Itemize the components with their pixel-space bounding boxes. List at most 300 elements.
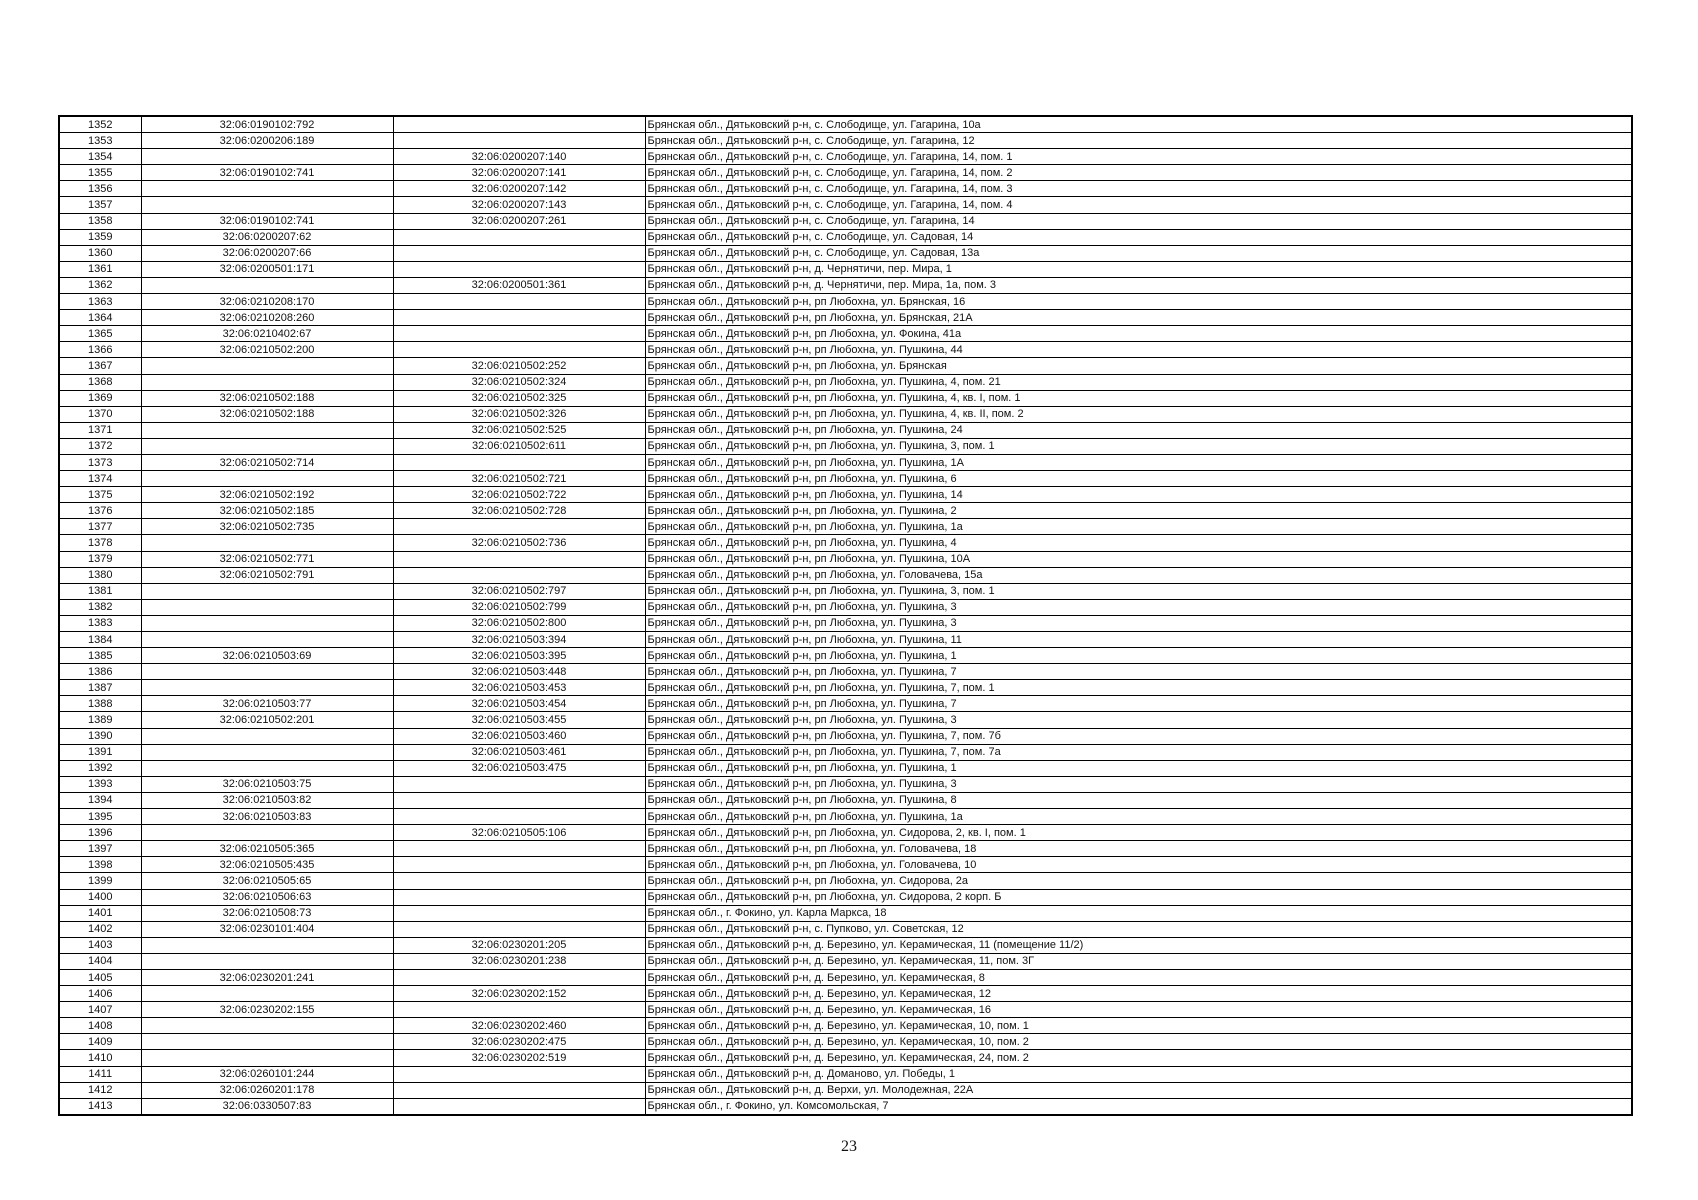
- table-row: [59, 712, 1632, 728]
- address-cell: Брянская обл., Дятьковский р-н, д. Березино, ул. Керамическая, 8: [645, 969, 1632, 985]
- table-row: [59, 535, 1632, 551]
- address-cell: Брянская обл., Дятьковский р-н, с. Слободище, ул. Садовая, 13а: [645, 245, 1632, 261]
- address-cell: Брянская обл., Дятьковский р-н, рп Любохна, ул. Пушкина, 6: [645, 471, 1632, 487]
- row-number-cell: 1384: [59, 632, 141, 648]
- address-cell: Брянская обл., Дятьковский р-н, рп Любохна, ул. Пушкина, 11: [645, 632, 1632, 648]
- row-number-cell: 1378: [59, 535, 141, 551]
- table-row: [59, 792, 1632, 808]
- row-number-cell: 1372: [59, 438, 141, 454]
- address-cell: Брянская обл., Дятьковский р-н, рп Любохна, ул. Пушкина, 7: [645, 696, 1632, 712]
- cadastral-number-object-cell: 32:06:0230202:519: [393, 1050, 645, 1066]
- cadastral-number-land-cell: [141, 277, 393, 293]
- row-number-cell: 1391: [59, 744, 141, 760]
- cadastral-number-object-cell: [393, 969, 645, 985]
- cadastral-number-object-cell: [393, 792, 645, 808]
- row-number-cell: 1380: [59, 567, 141, 583]
- cadastral-number-object-cell: 32:06:0200501:361: [393, 277, 645, 293]
- row-number-cell: 1406: [59, 986, 141, 1002]
- row-number-cell: 1365: [59, 326, 141, 342]
- cadastral-number-object-cell: 32:06:0210503:455: [393, 712, 645, 728]
- table-row: [59, 342, 1632, 358]
- address-cell: Брянская обл., Дятьковский р-н, с. Пупково, ул. Советская, 12: [645, 921, 1632, 937]
- row-number-cell: 1352: [59, 116, 141, 133]
- cadastral-number-land-cell: [141, 149, 393, 165]
- cadastral-number-object-cell: [393, 245, 645, 261]
- cadastral-number-object-cell: [393, 889, 645, 905]
- cadastral-number-object-cell: 32:06:0230201:238: [393, 953, 645, 969]
- cadastral-number-land-cell: [141, 535, 393, 551]
- cadastral-number-land-cell: [141, 1018, 393, 1034]
- row-number-cell: 1409: [59, 1034, 141, 1050]
- table-row: [59, 149, 1632, 165]
- table-row: [59, 776, 1632, 792]
- table-row: [59, 953, 1632, 969]
- table-row: [59, 471, 1632, 487]
- cadastral-number-object-cell: 32:06:0210503:395: [393, 648, 645, 664]
- address-cell: Брянская обл., Дятьковский р-н, рп Любохна, ул. Брянская, 16: [645, 294, 1632, 310]
- address-cell: Брянская обл., г. Фокино, ул. Комсомольская, 7: [645, 1098, 1632, 1115]
- row-number-cell: 1407: [59, 1002, 141, 1018]
- cadastral-number-land-cell: [141, 680, 393, 696]
- row-number-cell: 1402: [59, 921, 141, 937]
- cadastral-number-land-cell: 32:06:0230201:241: [141, 969, 393, 985]
- cadastral-number-land-cell: 32:06:0210208:260: [141, 310, 393, 326]
- cadastral-number-land-cell: 32:06:0210506:63: [141, 889, 393, 905]
- row-number-cell: 1363: [59, 294, 141, 310]
- table-row: [59, 986, 1632, 1002]
- cadastral-number-object-cell: [393, 551, 645, 567]
- cadastral-number-land-cell: 32:06:0210505:365: [141, 841, 393, 857]
- cadastral-number-land-cell: 32:06:0210503:83: [141, 809, 393, 825]
- table-row: [59, 229, 1632, 245]
- row-number-cell: 1356: [59, 181, 141, 197]
- address-cell: Брянская обл., Дятьковский р-н, д. Березино, ул. Керамическая, 24, пом. 2: [645, 1050, 1632, 1066]
- row-number-cell: 1379: [59, 551, 141, 567]
- address-cell: Брянская обл., Дятьковский р-н, рп Любохна, ул. Пушкина, 3: [645, 712, 1632, 728]
- table-row: [59, 438, 1632, 454]
- table-row: [59, 358, 1632, 374]
- cadastral-number-land-cell: [141, 937, 393, 953]
- row-number-cell: 1361: [59, 261, 141, 277]
- cadastral-number-object-cell: [393, 873, 645, 889]
- row-number-cell: 1413: [59, 1098, 141, 1115]
- table-row: [59, 1082, 1632, 1098]
- table-row: [59, 744, 1632, 760]
- cadastral-number-object-cell: 32:06:0210503:454: [393, 696, 645, 712]
- table-row: [59, 374, 1632, 390]
- table-row: [59, 857, 1632, 873]
- table-row: [59, 1098, 1632, 1115]
- cadastral-number-land-cell: 32:06:0210502:201: [141, 712, 393, 728]
- address-cell: Брянская обл., Дятьковский р-н, рп Любохна, ул. Пушкина, 7: [645, 664, 1632, 680]
- address-cell: Брянская обл., Дятьковский р-н, с. Слободище, ул. Гагарина, 14, пом. 3: [645, 181, 1632, 197]
- cadastral-number-land-cell: 32:06:0200207:66: [141, 245, 393, 261]
- cadastral-number-land-cell: 32:06:0210502:735: [141, 519, 393, 535]
- row-number-cell: 1386: [59, 664, 141, 680]
- row-number-cell: 1399: [59, 873, 141, 889]
- table-row: [59, 937, 1632, 953]
- row-number-cell: 1383: [59, 615, 141, 631]
- cadastral-number-object-cell: 32:06:0200207:141: [393, 165, 645, 181]
- cadastral-number-land-cell: 32:06:0210502:185: [141, 503, 393, 519]
- table-row: [59, 728, 1632, 744]
- cadastral-number-land-cell: 32:06:0210502:771: [141, 551, 393, 567]
- cadastral-number-object-cell: [393, 116, 645, 133]
- cadastral-number-object-cell: [393, 133, 645, 149]
- row-number-cell: 1358: [59, 213, 141, 229]
- cadastral-number-object-cell: 32:06:0210503:475: [393, 760, 645, 776]
- cadastral-number-object-cell: 32:06:0210503:453: [393, 680, 645, 696]
- table-row: [59, 632, 1632, 648]
- cadastral-number-land-cell: 32:06:0210208:170: [141, 294, 393, 310]
- row-number-cell: 1357: [59, 197, 141, 213]
- row-number-cell: 1405: [59, 969, 141, 985]
- cadastral-number-object-cell: [393, 229, 645, 245]
- table-row: [59, 454, 1632, 470]
- cadastral-number-land-cell: 32:06:0210502:188: [141, 406, 393, 422]
- cadastral-number-object-cell: [393, 1066, 645, 1082]
- address-cell: Брянская обл., Дятьковский р-н, рп Любохна, ул. Сидорова, 2 корп. Б: [645, 889, 1632, 905]
- cadastral-number-object-cell: 32:06:0210502:728: [393, 503, 645, 519]
- address-cell: Брянская обл., Дятьковский р-н, д. Доманово, ул. Победы, 1: [645, 1066, 1632, 1082]
- cadastral-number-object-cell: 32:06:0200207:261: [393, 213, 645, 229]
- table-row: [59, 181, 1632, 197]
- address-cell: Брянская обл., Дятьковский р-н, рп Любохна, ул. Пушкина, 4, кв. II, пом. 2: [645, 406, 1632, 422]
- address-cell: Брянская обл., Дятьковский р-н, с. Слободище, ул. Гагарина, 12: [645, 133, 1632, 149]
- cadastral-number-object-cell: 32:06:0210503:460: [393, 728, 645, 744]
- table-row: [59, 664, 1632, 680]
- cadastral-number-object-cell: 32:06:0200207:142: [393, 181, 645, 197]
- row-number-cell: 1375: [59, 487, 141, 503]
- row-number-cell: 1368: [59, 374, 141, 390]
- row-number-cell: 1411: [59, 1066, 141, 1082]
- cadastral-number-land-cell: [141, 583, 393, 599]
- table-row: [59, 873, 1632, 889]
- cadastral-number-object-cell: [393, 342, 645, 358]
- table-row: [59, 213, 1632, 229]
- cadastral-number-land-cell: [141, 1050, 393, 1066]
- row-number-cell: 1364: [59, 310, 141, 326]
- address-cell: Брянская обл., Дятьковский р-н, рп Любохна, ул. Пушкина, 7, пом. 7б: [645, 728, 1632, 744]
- row-number-cell: 1385: [59, 648, 141, 664]
- table-row: [59, 165, 1632, 181]
- row-number-cell: 1387: [59, 680, 141, 696]
- address-cell: Брянская обл., Дятьковский р-н, рп Любохна, ул. Пушкина, 3: [645, 599, 1632, 615]
- address-cell: Брянская обл., Дятьковский р-н, с. Слободище, ул. Гагарина, 14: [645, 213, 1632, 229]
- table-row: [59, 503, 1632, 519]
- cadastral-number-object-cell: [393, 905, 645, 921]
- table-row: [59, 406, 1632, 422]
- cadastral-number-object-cell: 32:06:0210502:722: [393, 487, 645, 503]
- cadastral-number-object-cell: 32:06:0200207:143: [393, 197, 645, 213]
- address-cell: Брянская обл., Дятьковский р-н, д. Верхи, ул. Молодежная, 22А: [645, 1082, 1632, 1098]
- address-cell: Брянская обл., Дятьковский р-н, рп Любохна, ул. Пушкина, 4: [645, 535, 1632, 551]
- cadastral-number-land-cell: [141, 664, 393, 680]
- row-number-cell: 1392: [59, 760, 141, 776]
- cadastral-number-land-cell: [141, 953, 393, 969]
- address-cell: Брянская обл., Дятьковский р-н, рп Любохна, ул. Пушкина, 4, пом. 21: [645, 374, 1632, 390]
- table-row: [59, 277, 1632, 293]
- table-row: [59, 116, 1632, 133]
- table-row: [59, 390, 1632, 406]
- address-cell: Брянская обл., Дятьковский р-н, д. Березино, ул. Керамическая, 16: [645, 1002, 1632, 1018]
- cadastral-number-land-cell: [141, 1034, 393, 1050]
- address-cell: Брянская обл., Дятьковский р-н, рп Любохна, ул. Пушкина, 1: [645, 760, 1632, 776]
- cadastral-number-land-cell: 32:06:0230101:404: [141, 921, 393, 937]
- table-row: [59, 1066, 1632, 1082]
- cadastral-number-land-cell: 32:06:0190102:741: [141, 165, 393, 181]
- cadastral-number-object-cell: 32:06:0210502:326: [393, 406, 645, 422]
- address-cell: Брянская обл., Дятьковский р-н, рп Любохна, ул. Пушкина, 3, пом. 1: [645, 583, 1632, 599]
- cadastral-number-land-cell: [141, 374, 393, 390]
- cadastral-number-object-cell: 32:06:0210502:800: [393, 615, 645, 631]
- table-row: [59, 1034, 1632, 1050]
- cadastral-number-object-cell: 32:06:0210502:611: [393, 438, 645, 454]
- table-row: [59, 921, 1632, 937]
- table-row: [59, 760, 1632, 776]
- address-cell: Брянская обл., Дятьковский р-н, рп Любохна, ул. Пушкина, 3: [645, 615, 1632, 631]
- row-number-cell: 1370: [59, 406, 141, 422]
- cadastral-number-object-cell: 32:06:0210503:394: [393, 632, 645, 648]
- table-row: [59, 422, 1632, 438]
- row-number-cell: 1373: [59, 454, 141, 470]
- cadastral-number-object-cell: 32:06:0210502:325: [393, 390, 645, 406]
- row-number-cell: 1408: [59, 1018, 141, 1034]
- row-number-cell: 1390: [59, 728, 141, 744]
- cadastral-number-land-cell: [141, 471, 393, 487]
- cadastral-number-land-cell: 32:06:0210502:791: [141, 567, 393, 583]
- table-row: [59, 696, 1632, 712]
- row-number-cell: 1412: [59, 1082, 141, 1098]
- table-row: [59, 551, 1632, 567]
- cadastral-number-land-cell: 32:06:0330507:83: [141, 1098, 393, 1115]
- cadastral-number-land-cell: [141, 632, 393, 648]
- table-row: [59, 294, 1632, 310]
- address-cell: Брянская обл., Дятьковский р-н, рп Любохна, ул. Головачева, 10: [645, 857, 1632, 873]
- cadastral-number-object-cell: 32:06:0210505:106: [393, 825, 645, 841]
- address-cell: Брянская обл., Дятьковский р-н, рп Любохна, ул. Пушкина, 44: [645, 342, 1632, 358]
- cadastral-number-land-cell: 32:06:0210503:77: [141, 696, 393, 712]
- cadastral-number-land-cell: 32:06:0260101:244: [141, 1066, 393, 1082]
- cadastral-number-land-cell: 32:06:0210505:65: [141, 873, 393, 889]
- row-number-cell: 1398: [59, 857, 141, 873]
- table-row: [59, 583, 1632, 599]
- address-cell: Брянская обл., Дятьковский р-н, рп Любохна, ул. Пушкина, 10А: [645, 551, 1632, 567]
- cadastral-number-land-cell: 32:06:0210503:69: [141, 648, 393, 664]
- address-cell: Брянская обл., Дятьковский р-н, д. Березино, ул. Керамическая, 11, пом. 3Г: [645, 953, 1632, 969]
- table-row: [59, 197, 1632, 213]
- address-cell: Брянская обл., Дятьковский р-н, рп Любохна, ул. Головачева, 18: [645, 841, 1632, 857]
- table-row: [59, 245, 1632, 261]
- address-cell: Брянская обл., Дятьковский р-н, рп Любохна, ул. Брянская: [645, 358, 1632, 374]
- address-cell: Брянская обл., Дятьковский р-н, рп Любохна, ул. Пушкина, 1а: [645, 809, 1632, 825]
- registry-table-body: [59, 116, 1632, 1115]
- cadastral-number-object-cell: [393, 294, 645, 310]
- cadastral-number-land-cell: 32:06:0200207:62: [141, 229, 393, 245]
- cadastral-number-land-cell: 32:06:0230202:155: [141, 1002, 393, 1018]
- cadastral-number-land-cell: 32:06:0210402:67: [141, 326, 393, 342]
- cadastral-number-land-cell: 32:06:0210502:188: [141, 390, 393, 406]
- address-cell: Брянская обл., Дятьковский р-н, рп Любохна, ул. Фокина, 41а: [645, 326, 1632, 342]
- table-row: [59, 905, 1632, 921]
- table-row: [59, 1002, 1632, 1018]
- cadastral-number-land-cell: 32:06:0210502:192: [141, 487, 393, 503]
- table-row: [59, 133, 1632, 149]
- cadastral-number-object-cell: [393, 1082, 645, 1098]
- cadastral-number-land-cell: 32:06:0210503:82: [141, 792, 393, 808]
- address-cell: Брянская обл., Дятьковский р-н, рп Любохна, ул. Пушкина, 14: [645, 487, 1632, 503]
- cadastral-number-land-cell: [141, 986, 393, 1002]
- cadastral-number-object-cell: 32:06:0210502:324: [393, 374, 645, 390]
- cadastral-number-object-cell: [393, 1098, 645, 1115]
- address-cell: Брянская обл., Дятьковский р-н, рп Любохна, ул. Пушкина, 7, пом. 7а: [645, 744, 1632, 760]
- cadastral-number-land-cell: 32:06:0210502:200: [141, 342, 393, 358]
- table-row: [59, 1018, 1632, 1034]
- address-cell: Брянская обл., Дятьковский р-н, рп Любохна, ул. Пушкина, 3, пом. 1: [645, 438, 1632, 454]
- cadastral-number-land-cell: 32:06:0190102:792: [141, 116, 393, 133]
- cadastral-number-land-cell: [141, 825, 393, 841]
- row-number-cell: 1389: [59, 712, 141, 728]
- row-number-cell: 1367: [59, 358, 141, 374]
- row-number-cell: 1388: [59, 696, 141, 712]
- cadastral-number-object-cell: 32:06:0210502:721: [393, 471, 645, 487]
- cadastral-number-object-cell: [393, 567, 645, 583]
- row-number-cell: 1355: [59, 165, 141, 181]
- row-number-cell: 1366: [59, 342, 141, 358]
- row-number-cell: 1404: [59, 953, 141, 969]
- table-row: [59, 567, 1632, 583]
- row-number-cell: 1354: [59, 149, 141, 165]
- cadastral-number-object-cell: 32:06:0210502:252: [393, 358, 645, 374]
- cadastral-number-object-cell: [393, 261, 645, 277]
- table-row: [59, 261, 1632, 277]
- cadastral-number-land-cell: [141, 744, 393, 760]
- page-number: 23: [841, 1138, 857, 1155]
- table-row: [59, 680, 1632, 696]
- cadastral-number-land-cell: 32:06:0200501:171: [141, 261, 393, 277]
- cadastral-number-object-cell: [393, 310, 645, 326]
- cadastral-number-land-cell: [141, 197, 393, 213]
- table-row: [59, 326, 1632, 342]
- table-row: [59, 1050, 1632, 1066]
- cadastral-number-land-cell: [141, 760, 393, 776]
- row-number-cell: 1371: [59, 422, 141, 438]
- address-cell: Брянская обл., Дятьковский р-н, д. Березино, ул. Керамическая, 11 (помещение 11/2): [645, 937, 1632, 953]
- cadastral-number-land-cell: [141, 358, 393, 374]
- cadastral-number-object-cell: [393, 326, 645, 342]
- row-number-cell: 1403: [59, 937, 141, 953]
- cadastral-number-object-cell: [393, 1002, 645, 1018]
- row-number-cell: 1369: [59, 390, 141, 406]
- cadastral-number-land-cell: 32:06:0210508:73: [141, 905, 393, 921]
- address-cell: Брянская обл., Дятьковский р-н, рп Любохна, ул. Пушкина, 7, пом. 1: [645, 680, 1632, 696]
- row-number-cell: 1393: [59, 776, 141, 792]
- address-cell: Брянская обл., Дятьковский р-н, д. Березино, ул. Керамическая, 10, пом. 2: [645, 1034, 1632, 1050]
- table-row: [59, 841, 1632, 857]
- cadastral-number-land-cell: 32:06:0260201:178: [141, 1082, 393, 1098]
- table-row: [59, 599, 1632, 615]
- cadastral-number-object-cell: 32:06:0230202:475: [393, 1034, 645, 1050]
- address-cell: Брянская обл., Дятьковский р-н, д. Березино, ул. Керамическая, 12: [645, 986, 1632, 1002]
- cadastral-number-object-cell: [393, 921, 645, 937]
- row-number-cell: 1377: [59, 519, 141, 535]
- cadastral-number-object-cell: [393, 841, 645, 857]
- address-cell: Брянская обл., г. Фокино, ул. Карла Маркса, 18: [645, 905, 1632, 921]
- address-cell: Брянская обл., Дятьковский р-н, с. Слободище, ул. Гагарина, 14, пом. 2: [645, 165, 1632, 181]
- address-cell: Брянская обл., Дятьковский р-н, рп Любохна, ул. Пушкина, 24: [645, 422, 1632, 438]
- address-cell: Брянская обл., Дятьковский р-н, рп Любохна, ул. Пушкина, 4, кв. I, пом. 1: [645, 390, 1632, 406]
- table-row: [59, 487, 1632, 503]
- row-number-cell: 1360: [59, 245, 141, 261]
- cadastral-number-object-cell: 32:06:0200207:140: [393, 149, 645, 165]
- cadastral-number-land-cell: 32:06:0190102:741: [141, 213, 393, 229]
- row-number-cell: 1395: [59, 809, 141, 825]
- address-cell: Брянская обл., Дятьковский р-н, рп Любохна, ул. Сидорова, 2, кв. I, пом. 1: [645, 825, 1632, 841]
- cadastral-number-object-cell: 32:06:0230202:460: [393, 1018, 645, 1034]
- address-cell: Брянская обл., Дятьковский р-н, рп Любохна, ул. Пушкина, 1: [645, 648, 1632, 664]
- table-row: [59, 889, 1632, 905]
- cadastral-number-land-cell: [141, 599, 393, 615]
- registry-table: [58, 115, 1633, 1116]
- cadastral-number-land-cell: 32:06:0200206:189: [141, 133, 393, 149]
- cadastral-number-object-cell: [393, 776, 645, 792]
- row-number-cell: 1376: [59, 503, 141, 519]
- cadastral-number-land-cell: 32:06:0210502:714: [141, 454, 393, 470]
- row-number-cell: 1396: [59, 825, 141, 841]
- address-cell: Брянская обл., Дятьковский р-н, с. Слободище, ул. Гагарина, 14, пом. 4: [645, 197, 1632, 213]
- table-row: [59, 615, 1632, 631]
- address-cell: Брянская обл., Дятьковский р-н, рп Любохна, ул. Пушкина, 2: [645, 503, 1632, 519]
- address-cell: Брянская обл., Дятьковский р-н, д. Чернятичи, пер. Мира, 1: [645, 261, 1632, 277]
- address-cell: Брянская обл., Дятьковский р-н, рп Любохна, ул. Пушкина, 3: [645, 776, 1632, 792]
- address-cell: Брянская обл., Дятьковский р-н, с. Слободище, ул. Гагарина, 14, пом. 1: [645, 149, 1632, 165]
- address-cell: Брянская обл., Дятьковский р-н, рп Любохна, ул. Сидорова, 2а: [645, 873, 1632, 889]
- cadastral-number-object-cell: [393, 454, 645, 470]
- cadastral-number-object-cell: 32:06:0210503:448: [393, 664, 645, 680]
- row-number-cell: 1374: [59, 471, 141, 487]
- table-row: [59, 809, 1632, 825]
- cadastral-number-object-cell: 32:06:0210502:799: [393, 599, 645, 615]
- cadastral-number-object-cell: 32:06:0210502:525: [393, 422, 645, 438]
- row-number-cell: 1359: [59, 229, 141, 245]
- cadastral-number-object-cell: [393, 519, 645, 535]
- address-cell: Брянская обл., Дятьковский р-н, рп Любохна, ул. Пушкина, 1а: [645, 519, 1632, 535]
- cadastral-number-object-cell: 32:06:0210502:797: [393, 583, 645, 599]
- cadastral-number-object-cell: 32:06:0230202:152: [393, 986, 645, 1002]
- row-number-cell: 1382: [59, 599, 141, 615]
- address-cell: Брянская обл., Дятьковский р-н, рп Любохна, ул. Головачева, 15а: [645, 567, 1632, 583]
- address-cell: Брянская обл., Дятьковский р-н, с. Слободище, ул. Гагарина, 10а: [645, 116, 1632, 133]
- row-number-cell: 1410: [59, 1050, 141, 1066]
- cadastral-number-land-cell: [141, 438, 393, 454]
- cadastral-number-land-cell: [141, 615, 393, 631]
- cadastral-number-land-cell: 32:06:0210505:435: [141, 857, 393, 873]
- row-number-cell: 1381: [59, 583, 141, 599]
- cadastral-number-object-cell: 32:06:0230201:205: [393, 937, 645, 953]
- address-cell: Брянская обл., Дятьковский р-н, д. Березино, ул. Керамическая, 10, пом. 1: [645, 1018, 1632, 1034]
- cadastral-number-object-cell: [393, 857, 645, 873]
- row-number-cell: 1362: [59, 277, 141, 293]
- table-row: [59, 969, 1632, 985]
- cadastral-number-object-cell: 32:06:0210503:461: [393, 744, 645, 760]
- table-row: [59, 825, 1632, 841]
- row-number-cell: 1394: [59, 792, 141, 808]
- cadastral-number-object-cell: 32:06:0210502:736: [393, 535, 645, 551]
- cadastral-number-land-cell: [141, 422, 393, 438]
- address-cell: Брянская обл., Дятьковский р-н, рп Любохна, ул. Пушкина, 1А: [645, 454, 1632, 470]
- row-number-cell: 1397: [59, 841, 141, 857]
- cadastral-number-land-cell: [141, 728, 393, 744]
